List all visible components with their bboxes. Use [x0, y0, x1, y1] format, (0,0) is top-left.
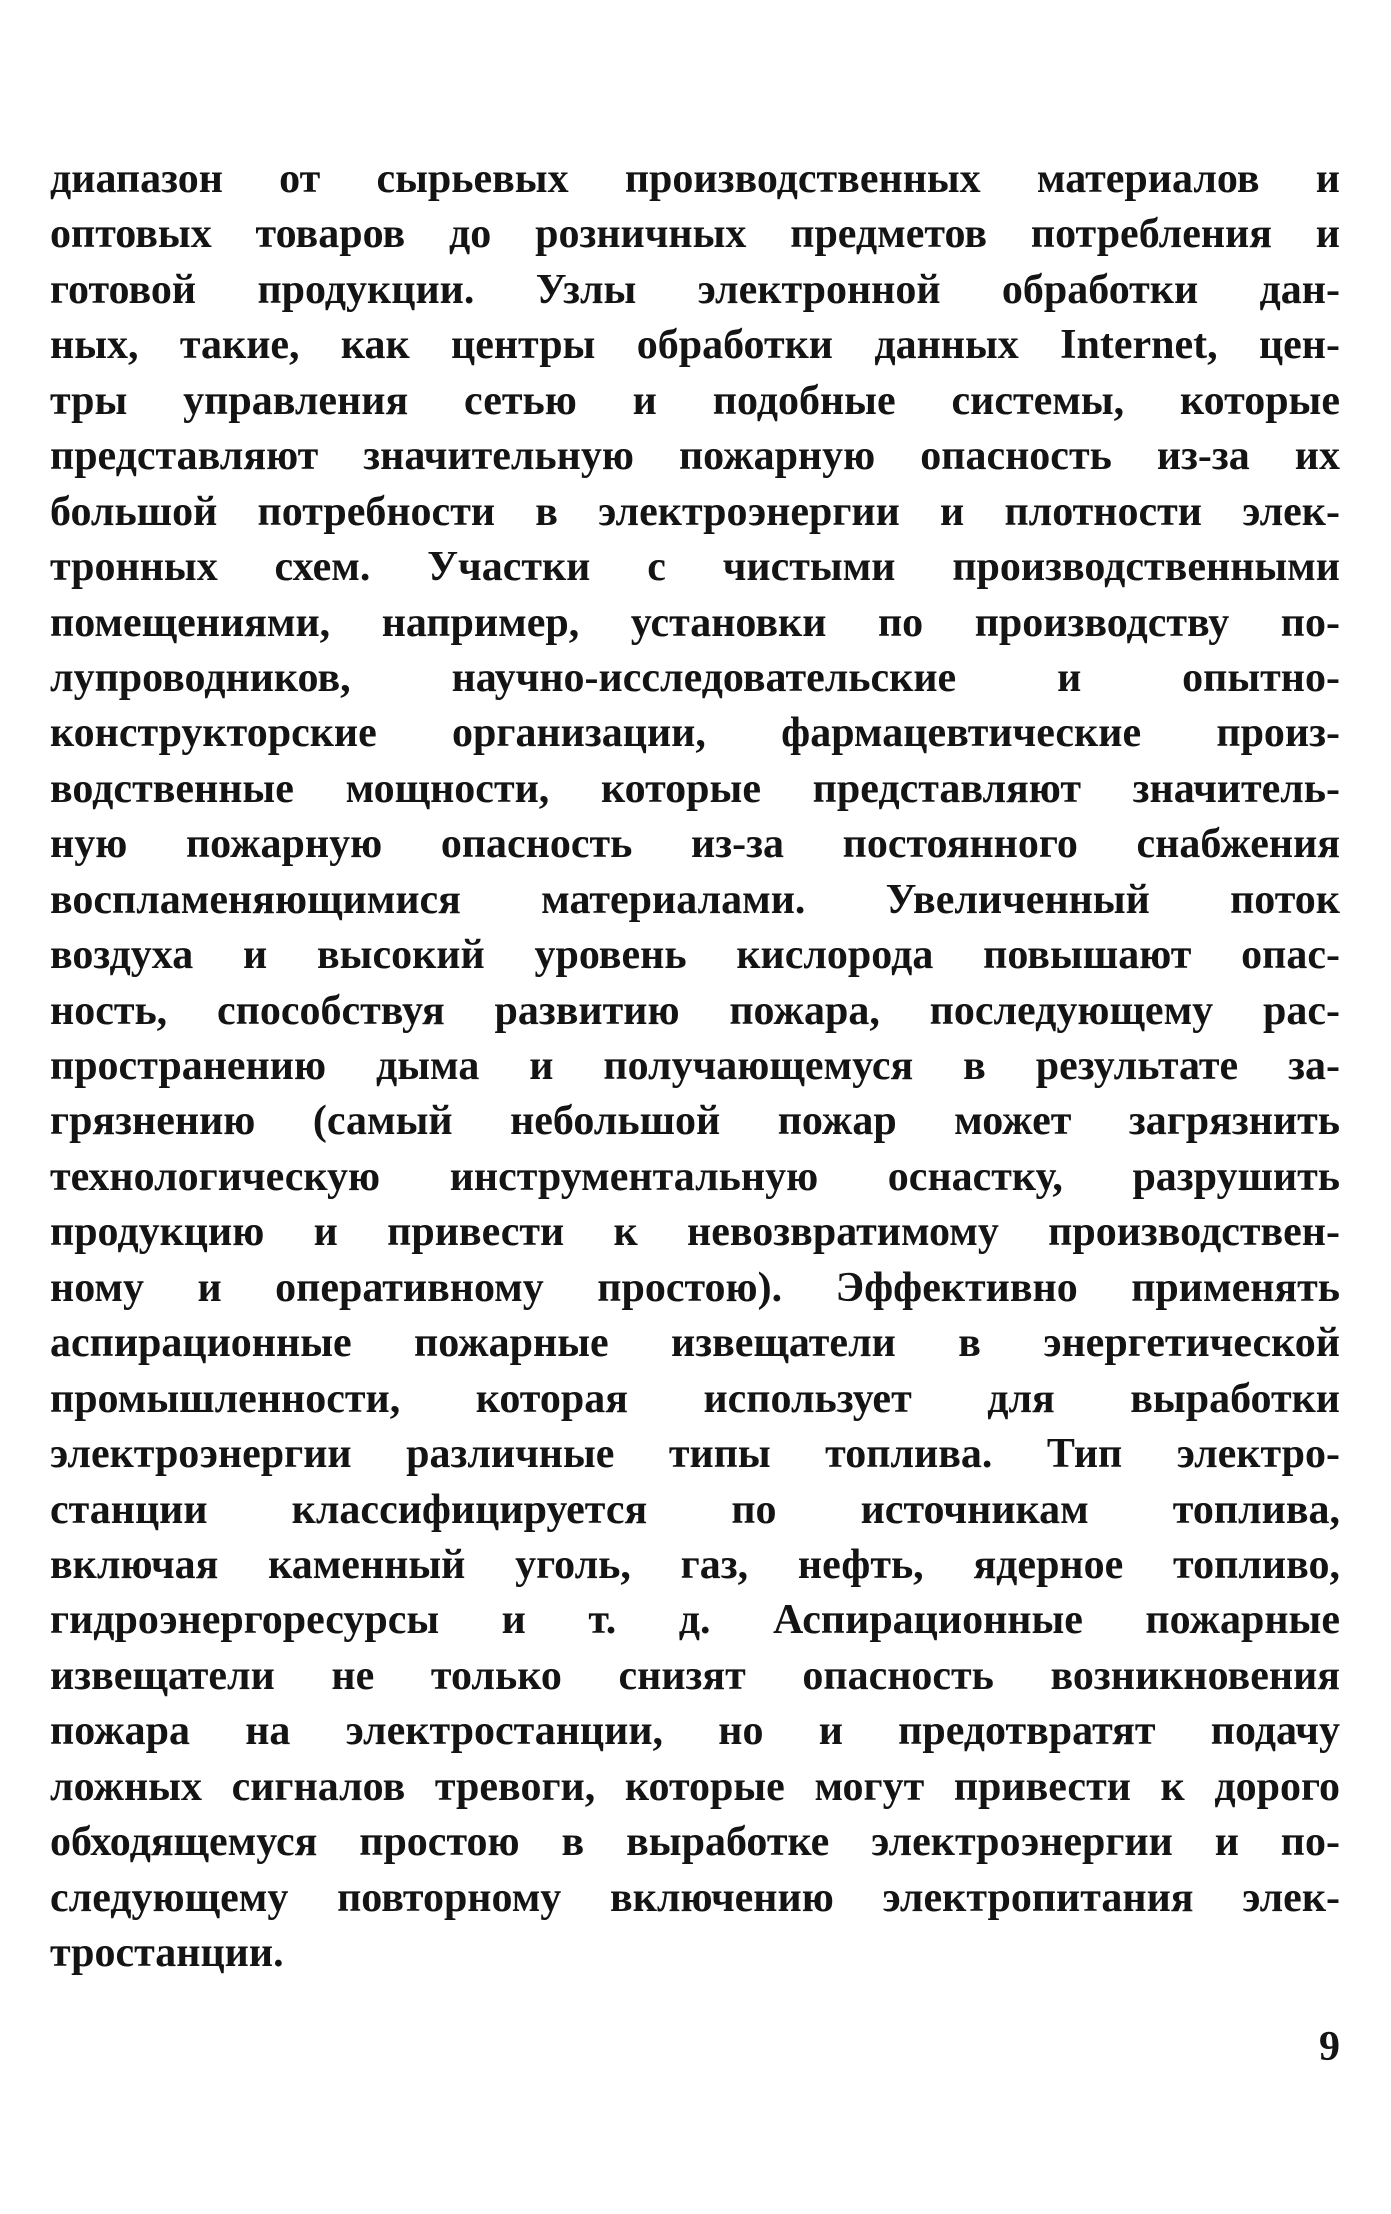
- text-line: станции классифицируется по источникам топлива,: [50, 1486, 1340, 1533]
- text-line: большой потребности в электроэнергии и плотности элек-: [50, 488, 1340, 535]
- text-line: продукцию и привести к невозвратимому производствен-: [50, 1209, 1340, 1256]
- text-line: обходящемуся простою в выработке электроэнергии и по-: [50, 1819, 1340, 1866]
- text-line: воздуха и высокий уровень кислорода повышают опас-: [50, 932, 1340, 979]
- text-line: промышленности, которая использует для выработки: [50, 1375, 1340, 1422]
- text-line: помещениями, например, установки по производству по-: [50, 599, 1340, 646]
- text-line: электроэнергии различные типы топлива. Тип электро-: [50, 1431, 1340, 1478]
- text-line: пространению дыма и получающемуся в результате за-: [50, 1043, 1340, 1089]
- page-number: 9: [1319, 2024, 1340, 2070]
- text-line: включая каменный уголь, газ, нефть, ядерное топливо,: [50, 1541, 1340, 1588]
- text-line: гидроэнергоресурсы и т. д. Аспирационные пожарные: [50, 1597, 1340, 1644]
- text-line: воспламеняющимися материалами. Увеличенный поток: [50, 876, 1340, 923]
- text-line: грязнению (самый небольшой пожар может загрязнить: [50, 1098, 1340, 1145]
- text-line: оптовых товаров до розничных предметов потребления и: [50, 211, 1340, 258]
- text-line: лупроводников, научно-исследовательские и опытно-: [50, 654, 1340, 701]
- text-line: ных, такие, как центры обработки данных Internet, цен-: [50, 322, 1340, 369]
- text-line: ность, способствуя развитию пожара, последующему рас-: [50, 987, 1340, 1034]
- text-line: следующему повторному включению электропитания элек-: [50, 1874, 1340, 1921]
- text-line: ложных сигналов тревоги, которые могут привести к дорого: [50, 1763, 1340, 1810]
- text-line: ному и оперативному простою). Эффективно применять: [50, 1264, 1340, 1311]
- text-line: диапазон от сырьевых производственных материалов и: [50, 156, 1340, 202]
- text-line: пожара на электростанции, но и предотвратят подачу: [50, 1708, 1340, 1755]
- text-line: конструкторские организации, фармацевтические произ-: [50, 710, 1340, 757]
- text-line: водственные мощности, которые представляют значитель-: [50, 765, 1340, 812]
- text-line: тронных схем. Участки с чистыми производственными: [50, 544, 1340, 591]
- body-text: [50, 152, 1340, 1981]
- text-line: готовой продукции. Узлы электронной обработки дан-: [50, 266, 1340, 313]
- text-line: представляют значительную пожарную опасность из-за их: [50, 433, 1340, 480]
- text-line: тры управления сетью и подобные системы, которые: [50, 377, 1340, 424]
- text-line: технологическую инструментальную оснастку, разрушить: [50, 1153, 1340, 1200]
- text-line: ную пожарную опасность из-за постоянного снабжения: [50, 821, 1340, 868]
- text-line: аспирационные пожарные извещатели в энергетической: [50, 1320, 1340, 1367]
- text-line: извещатели не только снизят опасность возникновения: [50, 1652, 1340, 1699]
- text-line-last: тростанции.: [50, 1930, 284, 1976]
